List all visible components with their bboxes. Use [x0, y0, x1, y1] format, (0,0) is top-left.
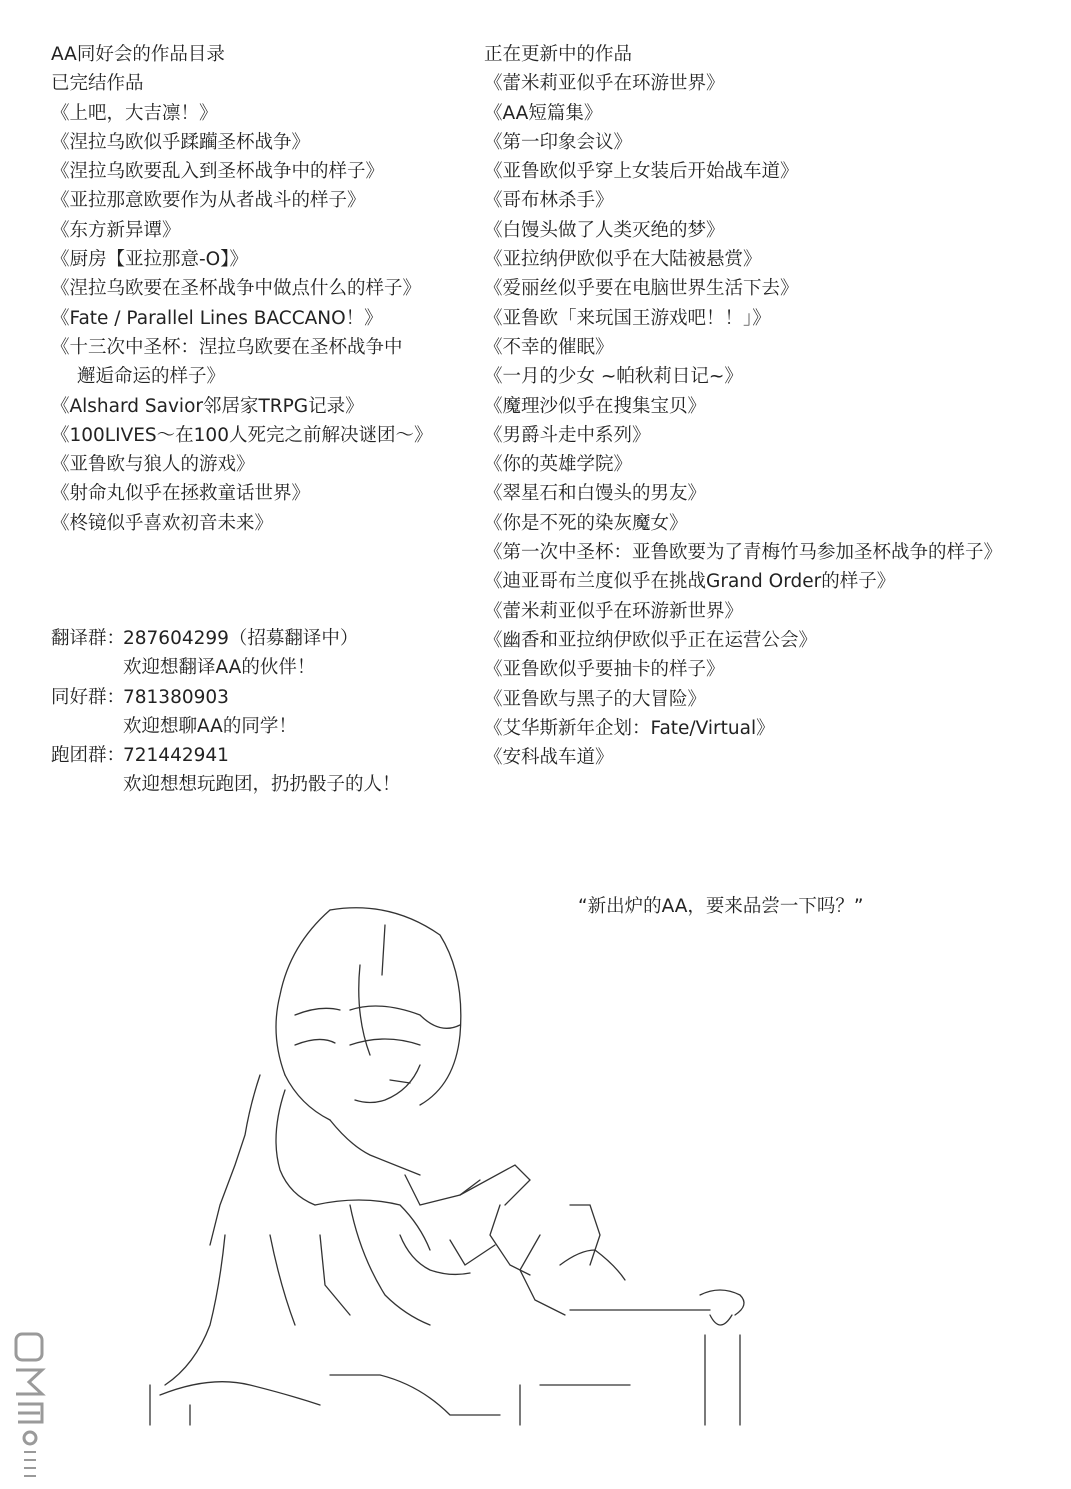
ongoing-work: 《爱丽丝似乎要在电脑世界生活下去》	[484, 278, 799, 300]
ongoing-work: 《亚拉纳伊欧似乎在大陆被悬赏》	[484, 249, 762, 271]
ongoing-work: 《你是不死的染灰魔女》	[484, 512, 688, 534]
completed-work: 《涅拉乌欧要在圣杯战争中做点什么的样子》	[51, 278, 422, 300]
left-column	[51, 40, 471, 538]
right-column	[484, 40, 1064, 772]
completed-heading: 已完结作品	[51, 73, 144, 95]
ongoing-work: 《幽香和亚拉纳伊欧似乎正在运营公会》	[484, 629, 818, 651]
ongoing-work: 《哥布林杀手》	[484, 190, 614, 212]
completed-work: 《Alshard Savior邻居家TRPG记录》	[51, 395, 364, 417]
group-note: 欢迎想想玩跑团，扔扔骰子的人！	[123, 774, 401, 796]
dmzj-logo-icon	[10, 1330, 50, 1480]
ongoing-work: 《亚鲁欧「来玩国王游戏吧！！」》	[484, 307, 771, 329]
catalog-title: AA同好会的作品目录	[51, 44, 225, 65]
group-number: 287604299（招募翻译中）	[123, 628, 359, 649]
ongoing-work: 《第一次中圣杯：亚鲁欧要为了青梅竹马参加圣杯战争的样子》	[484, 542, 1003, 564]
group-translation	[51, 624, 401, 653]
group-number: 781380903	[123, 686, 229, 708]
completed-work: 《涅拉乌欧似乎蹂躏圣杯战争》	[51, 131, 311, 153]
group-fans	[51, 683, 401, 712]
completed-work-continuation: 邂逅命运的样子》	[77, 366, 226, 388]
completed-work: 《厨房【亚拉那意-O】》	[51, 249, 248, 271]
ascii-art-illustration	[120, 905, 780, 1435]
ongoing-work: 《迪亚哥布兰度似乎在挑战Grand Order的样子》	[484, 571, 896, 593]
ongoing-work: 《安科战车道》	[484, 747, 614, 769]
completed-work: 《柊镜似乎喜欢初音未来》	[51, 512, 274, 534]
ongoing-work: 《艾华斯新年企划：Fate/Virtual》	[484, 717, 775, 739]
completed-work: 《射命丸似乎在拯救童话世界》	[51, 483, 311, 505]
ongoing-work: 《第一印象会议》	[484, 131, 633, 153]
completed-work: 《亚拉那意欧要作为从者战斗的样子》	[51, 190, 366, 212]
ongoing-work: 《翠星石和白馒头的男友》	[484, 483, 707, 505]
speech-quote: “新出炉的AA，要来品尝一下吗？”	[578, 896, 864, 917]
completed-work: 《东方新异谭》	[51, 219, 181, 241]
ongoing-work: 《亚鲁欧与黑子的大冒险》	[484, 688, 707, 710]
group-label: 跑团群：	[51, 745, 126, 767]
completed-work: 《十三次中圣杯：涅拉乌欧要在圣杯战争中	[51, 336, 403, 358]
group-number: 721442941	[123, 745, 229, 767]
ongoing-work: 《一月的少女 ~帕秋莉日记~》	[484, 366, 743, 388]
completed-work: 《涅拉乌欧要乱入到圣杯战争中的样子》	[51, 161, 385, 183]
ongoing-work: 《不幸的催眠》	[484, 336, 614, 358]
ongoing-work: 《蕾米莉亚似乎在环游世界》	[484, 73, 725, 95]
completed-work: 《100LIVES～在100人死完之前解决谜团～》	[51, 424, 433, 446]
group-note: 欢迎想聊AA的同学！	[123, 715, 297, 737]
group-label: 翻译群：	[51, 628, 126, 649]
ongoing-work: 《AA短篇集》	[484, 102, 603, 124]
group-list	[51, 624, 401, 800]
completed-work: 《Fate / Parallel Lines BACCANO！》	[51, 307, 383, 329]
ongoing-work: 《亚鲁欧似乎穿上女装后开始战车道》	[484, 161, 799, 183]
ongoing-work: 《白馒头做了人类灭绝的梦》	[484, 219, 725, 241]
ongoing-work: 《魔理沙似乎在搜集宝贝》	[484, 395, 707, 417]
ongoing-heading: 正在更新中的作品	[484, 44, 633, 65]
ongoing-work: 《你的英雄学院》	[484, 454, 633, 476]
group-trpg	[51, 741, 401, 770]
ongoing-work: 《男爵斗走中系列》	[484, 424, 651, 446]
group-note: 欢迎想翻译AA的伙伴！	[123, 657, 316, 679]
ongoing-work: 《亚鲁欧似乎要抽卡的样子》	[484, 659, 725, 681]
group-label: 同好群：	[51, 686, 126, 708]
ongoing-work: 《蕾米莉亚似乎在环游新世界》	[484, 600, 744, 622]
completed-work: 《上吧，大吉凛！》	[51, 102, 218, 124]
completed-work: 《亚鲁欧与狼人的游戏》	[51, 454, 255, 476]
